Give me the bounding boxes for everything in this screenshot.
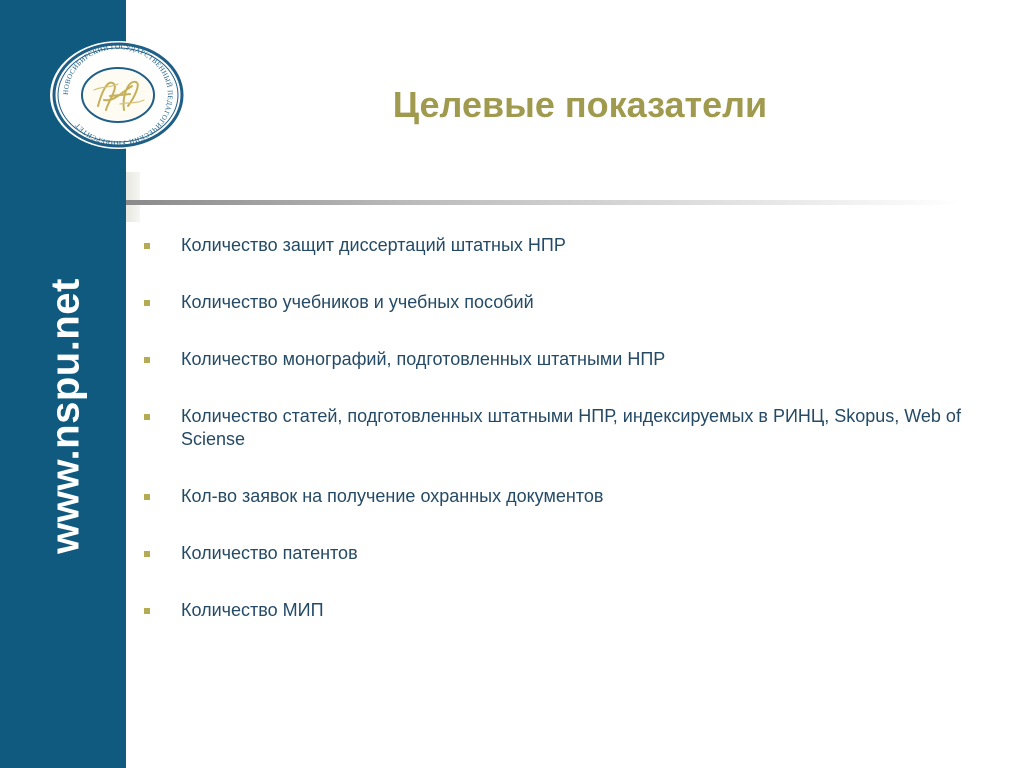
bullet-text: Количество монографий, подготовленных штатными НПР [181,349,666,369]
bullet-text: Количество защит диссертаций штатных НПР [181,235,566,255]
square-bullet-icon [144,414,150,420]
title-rule [126,200,960,205]
bullet-text: Количество МИП [181,600,324,620]
university-seal-icon [48,40,188,150]
list-item [144,542,984,565]
square-bullet-icon [144,551,150,557]
square-bullet-icon [144,300,150,306]
list-item [144,599,984,622]
bullet-list [144,234,984,656]
list-item [144,234,984,257]
square-bullet-icon [144,494,150,500]
bullet-text: Кол-во заявок на получение охранных документов [181,486,604,506]
site-url: www.nspu.net [43,278,88,554]
square-bullet-icon [144,357,150,363]
slide-title: Целевые показатели [392,84,768,125]
list-item [144,405,984,451]
bullet-text: Количество учебников и учебных пособий [181,292,534,312]
bullet-text: Количество статей, подготовленных штатными НПР, индексируемых в РИНЦ, Skopus, Web of Sciense [181,406,961,449]
title-rule-accent [126,172,140,222]
list-item [144,291,984,314]
list-item [144,348,984,371]
list-item [144,485,984,508]
square-bullet-icon [144,608,150,614]
square-bullet-icon [144,243,150,249]
seal-ring-text: НОВОСИБИРСКИЙ ГОСУДАРСТВЕННЫЙ ПЕДАГОГИЧЕСКИЙ УНИВЕРСИТЕТ [61,42,175,148]
bullet-text: Количество патентов [181,543,358,563]
